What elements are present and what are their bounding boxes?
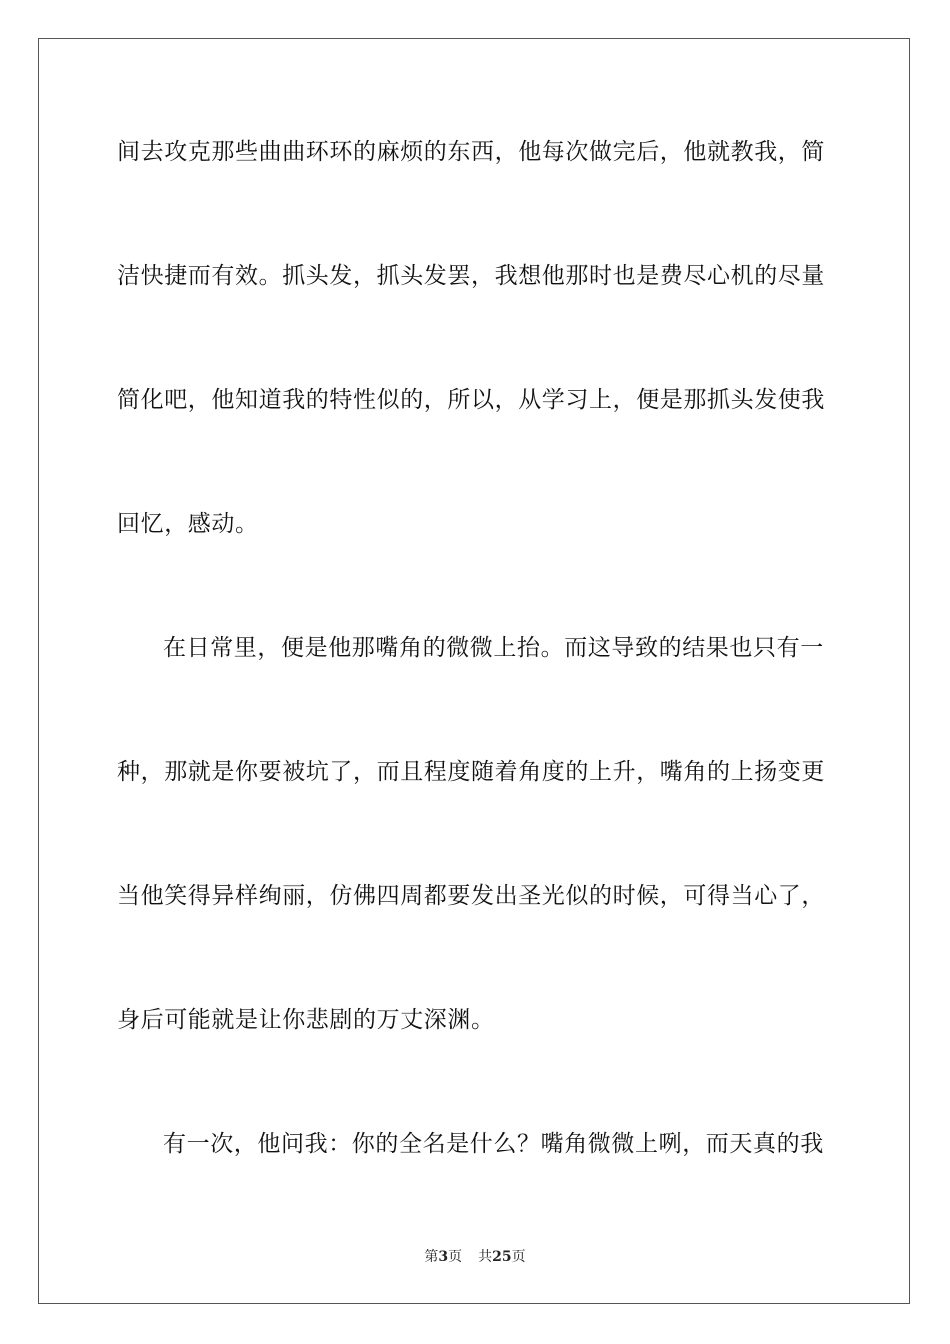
body-line: 洁快捷而有效。抓头发，抓头发罢，我想他那时也是费尽心机的尽量	[117, 263, 825, 289]
page-border	[38, 38, 910, 1304]
paragraph-first-line: 在日常里，便是他那嘴角的微微上抬。而这导致的结果也只有一	[163, 635, 824, 661]
body-line: 种，那就是你要被坑了，而且程度随着角度的上升，嘴角的上扬变更	[117, 759, 825, 785]
total-pages: 25	[492, 1249, 512, 1265]
total-prefix: 共	[478, 1249, 493, 1265]
body-line: 简化吧，他知道我的特性似的，所以，从学习上，便是那抓头发使我	[117, 387, 825, 413]
body-line: 身后可能就是让你悲剧的万丈深渊。	[117, 1007, 495, 1033]
page-footer	[0, 1247, 950, 1267]
page-suffix: 页	[448, 1249, 463, 1265]
body-line: 当他笑得异样绚丽，仿佛四周都要发出圣光似的时候，可得当心了，	[117, 883, 825, 909]
total-suffix: 页	[511, 1249, 526, 1265]
page-number: 3	[438, 1249, 449, 1265]
paragraph-first-line: 有一次，他问我：你的全名是什么？嘴角微微上咧，而天真的我	[163, 1131, 824, 1157]
body-line: 间去攻克那些曲曲环环的麻烦的东西，他每次做完后，他就教我，简	[117, 139, 825, 165]
page-prefix: 第	[424, 1249, 439, 1265]
body-line: 回忆，感动。	[117, 511, 259, 537]
